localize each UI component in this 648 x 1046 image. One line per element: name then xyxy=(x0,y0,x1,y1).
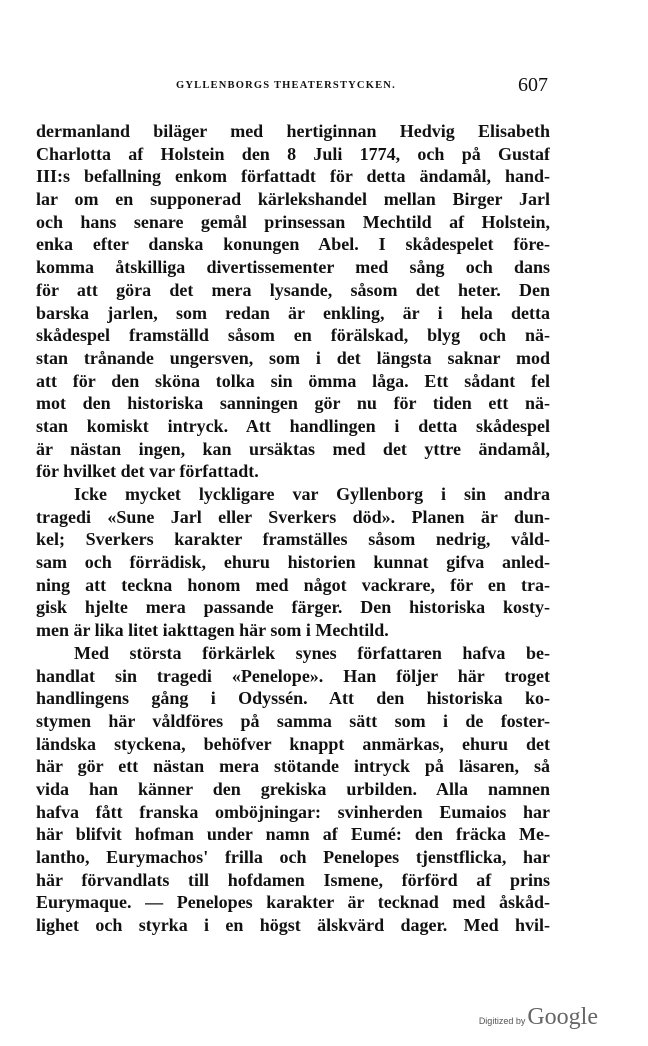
text-line: hafva fått franska omböjningar: svinherden Eumaios har xyxy=(36,801,550,822)
text-line: är nästan ingen, kan ursäktas med det yttre ändamål, xyxy=(36,438,550,459)
text-line: lantho, Eurymachos' frilla och Penelopes tjenstflicka, har xyxy=(36,847,550,867)
text-line: enka efter danska konungen Abel. I skådespelet före- xyxy=(36,234,550,255)
text-line: ning att teckna honom med något vackrare, för en tra- xyxy=(36,574,550,595)
text-line: Eurymaque. — Penelopes karakter är tecknad med åskåd- xyxy=(36,892,550,913)
text-line: Med största förkärlek synes författaren hafva be- xyxy=(74,642,550,663)
text-line: komma åtskilliga divertissementer med sång och dans xyxy=(36,257,550,278)
text-line: tragedi «Sune Jarl eller Sverkers död». Planen är dun- xyxy=(36,506,550,527)
text-line: här gör ett nästan mera stötande intryck på läsaren, så xyxy=(36,756,550,777)
text-line: men är lika litet iakttagen här som i Mechtild. xyxy=(36,620,389,641)
text-line: här förvandlats till hofdamen Ismene, förförd af prins xyxy=(36,869,550,890)
text-line: här blifvit hofman under namn af Eumé: den fräcka Me- xyxy=(36,824,550,845)
text-line: stymen här våldföres på samma sätt som i de foster- xyxy=(36,710,550,731)
text-line: för hvilket det var författadt. xyxy=(36,461,259,482)
text-line: dermanland biläger med hertiginnan Hedvig Elisabeth xyxy=(36,121,550,141)
text-line: vida han känner den grekiska urbilden. Alla namnen xyxy=(36,778,550,799)
text-line: Charlotta af Holstein den 8 Juli 1774, och på Gustaf xyxy=(36,143,550,164)
text-line: handlingens gång i Odyssén. Att den historiska ko- xyxy=(36,688,550,709)
text-line: att för den sköna tolka sin ömma låga. Ett sådant fel xyxy=(36,370,550,391)
running-title: GYLLENBORGS THEATERSTYCKEN. xyxy=(176,80,396,91)
text-line: kel; Sverkers karakter framställes såsom nedrig, våld- xyxy=(36,529,550,550)
page-number: 607 xyxy=(518,74,548,96)
text-line: III:s befallning enkom författadt för detta ändamål, hand- xyxy=(36,166,550,187)
text-line: skådespel framställd såsom en förälskad, blyg och nä- xyxy=(36,325,550,346)
page-header xyxy=(36,74,550,98)
text-line: gisk hjelte mera passande färger. Den historiska kosty- xyxy=(36,597,550,618)
text-line: stan komiskt intryck. Att handlingen i detta skådespel xyxy=(36,415,550,436)
digitized-watermark xyxy=(479,1004,598,1031)
text-line: lar om en supponerad kärlekshandel mellan Birger Jarl xyxy=(36,189,550,210)
text-line: ländska styckena, behöfver knappt anmärkas, ehuru det xyxy=(36,733,550,754)
text-line: lighet och styrka i en högst älskvärd dager. Med hvil- xyxy=(36,915,550,936)
google-logo: Google xyxy=(527,1004,598,1030)
digitized-by-label: Digitized by xyxy=(478,1016,526,1026)
text-line: handlat sin tragedi «Penelope». Han följer här troget xyxy=(36,665,550,686)
text-line: mot den historiska sanningen gör nu för tiden ett nä- xyxy=(36,393,550,414)
text-line: sam och förrädisk, ehuru historien kunnat gifva anled- xyxy=(36,552,550,573)
page-body-text xyxy=(36,120,550,937)
text-line: barska jarlen, som redan är enkling, är i hela detta xyxy=(36,302,550,323)
text-line: och hans senare gemål prinsessan Mechtild af Holstein, xyxy=(36,211,550,232)
text-line: stan trånande ungersven, som i det längsta saknar mod xyxy=(36,347,550,368)
text-line: Icke mycket lyckligare var Gyllenborg i sin andra xyxy=(74,484,550,504)
text-line: för att göra det mera lysande, såsom det heter. Den xyxy=(36,279,550,300)
